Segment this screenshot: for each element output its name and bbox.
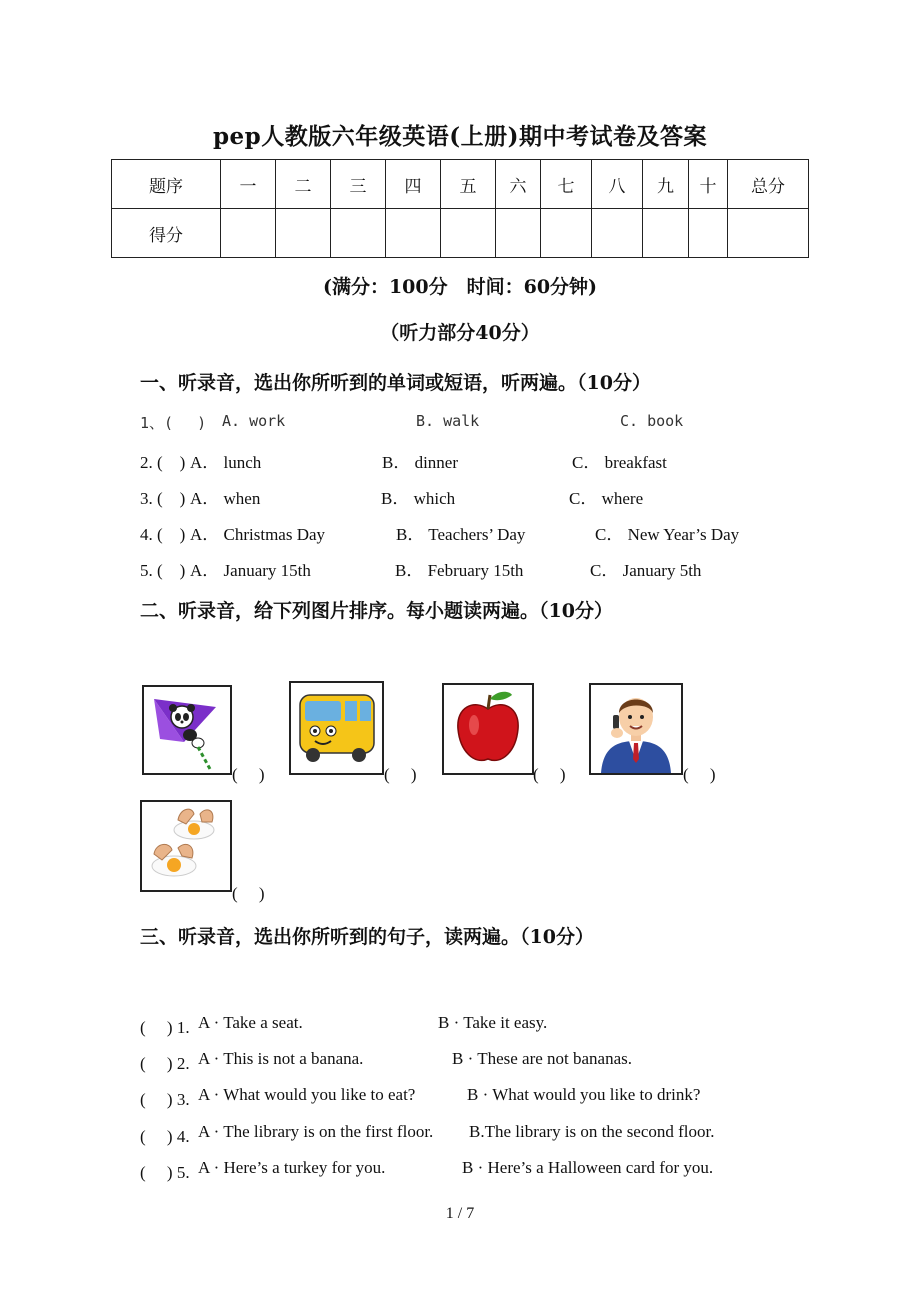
option-a[interactable]: A. work bbox=[222, 412, 286, 430]
section1-heading: 一、听录音，选出你所听到的单词或短语，听两遍。（10分） bbox=[140, 372, 651, 394]
question-number: 5. ( ) bbox=[140, 561, 186, 580]
option-b[interactable]: B · Take it easy. bbox=[438, 1013, 548, 1032]
table-cell: 四 bbox=[386, 160, 441, 209]
option-a[interactable]: A． when bbox=[190, 489, 261, 508]
score-input-cell[interactable] bbox=[728, 209, 809, 258]
answer-parenthesis[interactable]: ( ) bbox=[232, 765, 265, 784]
option-b[interactable]: B · What would you like to drink? bbox=[467, 1085, 701, 1104]
option-b[interactable]: B． which bbox=[381, 489, 456, 508]
eggs-icon bbox=[142, 802, 230, 890]
exam-meta: (满分：100分 时间：60分钟) bbox=[322, 276, 598, 298]
option-a[interactable]: A． Christmas Day bbox=[190, 525, 326, 544]
table-cell: 得分 bbox=[112, 209, 221, 258]
picture-kite bbox=[142, 685, 232, 775]
option-b[interactable]: B． dinner bbox=[382, 453, 459, 472]
option-c[interactable]: C． breakfast bbox=[572, 453, 667, 472]
question-number: 1、( ) bbox=[140, 414, 207, 432]
question-number: ( ) 5. bbox=[140, 1163, 190, 1182]
option-b[interactable]: B． February 15th bbox=[395, 561, 524, 580]
answer-parenthesis[interactable]: ( ) bbox=[384, 765, 417, 784]
option-c[interactable]: C． January 5th bbox=[590, 561, 702, 580]
question-number: ( ) 3. bbox=[140, 1090, 190, 1109]
answer-parenthesis[interactable]: ( ) bbox=[232, 884, 265, 903]
man-on-phone-icon bbox=[591, 685, 681, 773]
picture-bus bbox=[289, 681, 384, 775]
question-number: 2. ( ) bbox=[140, 453, 186, 472]
section2-heading: 二、听录音，给下列图片排序。每小题读两遍。（10分） bbox=[140, 600, 613, 622]
option-c[interactable]: C． New Year’s Day bbox=[595, 525, 740, 544]
score-input-cell[interactable] bbox=[441, 209, 496, 258]
table-cell: 八 bbox=[592, 160, 643, 209]
answer-parenthesis[interactable]: ( ) bbox=[533, 765, 566, 784]
score-input-cell[interactable] bbox=[276, 209, 331, 258]
picture-apple bbox=[442, 683, 534, 775]
apple-icon bbox=[444, 685, 532, 773]
option-a[interactable]: A． January 15th bbox=[190, 561, 311, 580]
score-input-cell[interactable] bbox=[496, 209, 541, 258]
option-b[interactable]: B · These are not bananas. bbox=[452, 1049, 633, 1068]
option-a[interactable]: A． lunch bbox=[190, 453, 262, 472]
table-cell: 七 bbox=[541, 160, 592, 209]
option-b[interactable]: B · Here’s a Halloween card for you. bbox=[462, 1158, 714, 1177]
option-a[interactable]: A · This is not a banana. bbox=[198, 1049, 364, 1068]
table-cell: 三 bbox=[331, 160, 386, 209]
table-cell: 总分 bbox=[728, 160, 809, 209]
score-input-cell[interactable] bbox=[331, 209, 386, 258]
question-number: ( ) 1. bbox=[140, 1018, 190, 1037]
table-cell: 九 bbox=[643, 160, 689, 209]
question-number: ( ) 2. bbox=[140, 1054, 190, 1073]
question-number: ( ) 4. bbox=[140, 1127, 190, 1146]
score-input-cell[interactable] bbox=[541, 209, 592, 258]
score-input-cell[interactable] bbox=[689, 209, 728, 258]
option-a[interactable]: A · Take a seat. bbox=[198, 1013, 303, 1032]
option-b[interactable]: B． Teachers’ Day bbox=[396, 525, 526, 544]
bus-icon bbox=[291, 683, 382, 773]
question-number: 4. ( ) bbox=[140, 525, 186, 544]
section3-heading: 三、听录音，选出你所听到的句子，读两遍。（10分） bbox=[140, 926, 594, 948]
listening-part-title: （听力部分40分） bbox=[380, 322, 540, 344]
score-table-header-row bbox=[112, 160, 809, 209]
score-table-score-row bbox=[112, 209, 809, 258]
table-cell: 题序 bbox=[112, 160, 221, 209]
picture-man-phone bbox=[589, 683, 683, 775]
table-cell: 五 bbox=[441, 160, 496, 209]
option-c[interactable]: C． where bbox=[569, 489, 644, 508]
option-b[interactable]: B. walk bbox=[416, 412, 480, 430]
option-a[interactable]: A · What would you like to eat? bbox=[198, 1085, 416, 1104]
option-b[interactable]: B.The library is on the second floor. bbox=[469, 1122, 715, 1141]
picture-eggs bbox=[140, 800, 232, 892]
score-input-cell[interactable] bbox=[221, 209, 276, 258]
option-a[interactable]: A · The library is on the first floor. bbox=[198, 1122, 434, 1141]
score-input-cell[interactable] bbox=[386, 209, 441, 258]
option-c[interactable]: C. book bbox=[620, 412, 684, 430]
score-table bbox=[111, 159, 809, 258]
panda-kite-icon bbox=[144, 687, 230, 773]
table-cell: 十 bbox=[689, 160, 728, 209]
table-cell: 一 bbox=[221, 160, 276, 209]
score-input-cell[interactable] bbox=[592, 209, 643, 258]
option-a[interactable]: A · Here’s a turkey for you. bbox=[198, 1158, 386, 1177]
question-number: 3. ( ) bbox=[140, 489, 186, 508]
table-cell: 六 bbox=[496, 160, 541, 209]
page-number: 1 / 7 bbox=[445, 1205, 475, 1222]
page-title: pep人教版六年级英语(上册)期中考试卷及答案 bbox=[212, 123, 708, 150]
table-cell: 二 bbox=[276, 160, 331, 209]
answer-parenthesis[interactable]: ( ) bbox=[683, 765, 716, 784]
score-input-cell[interactable] bbox=[643, 209, 689, 258]
